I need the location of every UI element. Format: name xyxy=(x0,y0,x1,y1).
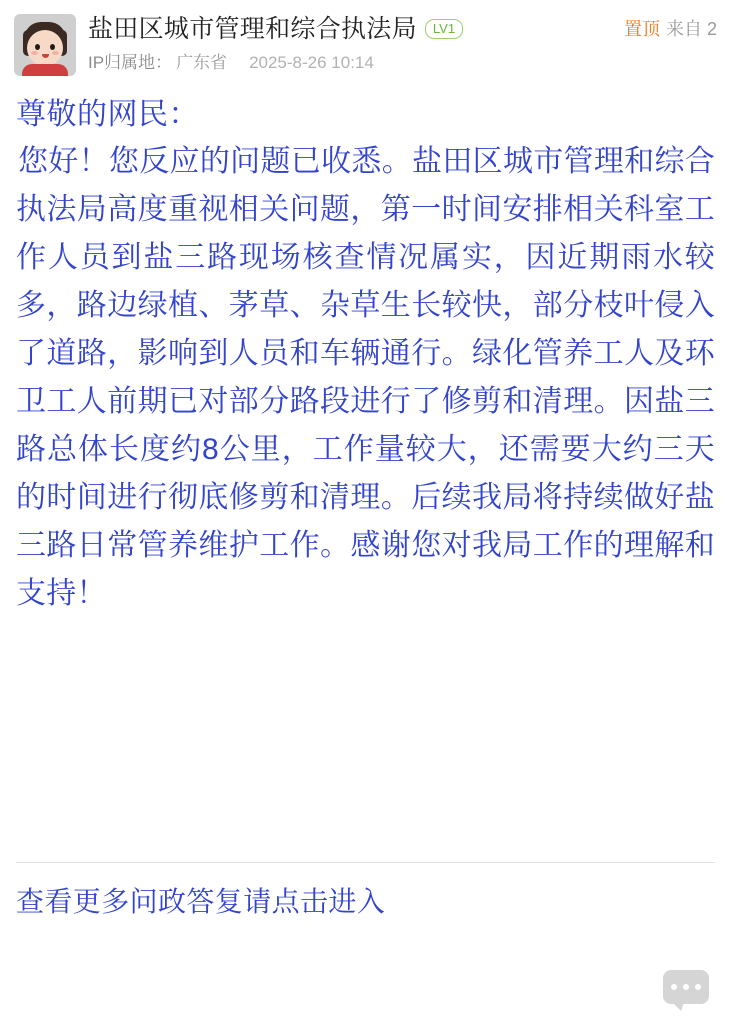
more-replies-link[interactable]: 查看更多问政答复请点击进入 xyxy=(16,886,386,917)
level-badge: LV1 xyxy=(425,19,463,39)
comment-dot-2 xyxy=(683,984,689,990)
salutation-text: 尊敬的网民： xyxy=(16,98,199,131)
author-name[interactable]: 盐田区城市管理和综合执法局 xyxy=(88,15,417,43)
ip-label: IP归属地： xyxy=(88,53,173,72)
post-content xyxy=(0,82,731,618)
avatar-face xyxy=(27,30,63,66)
avatar-eye-left xyxy=(35,44,40,50)
avatar-eye-right xyxy=(50,44,55,50)
post-header xyxy=(0,0,731,82)
section-divider xyxy=(16,862,715,863)
post-timestamp: 2025-8-26 10:14 xyxy=(249,53,374,72)
body-text: 您好！您反应的问题已收悉。盐田区城市管理和综合执法局高度重视相关问题，第一时间安排相关科室工作人员到盐三路现场核查情况属实，因近期雨水较多，路边绿植、茅草、杂草生长较快，部分枝叶侵入了道路，影响到人员和车辆通行。绿化管养工人及环卫工人前期已对部分路段进行了修剪和清理。因盐三路总体长度约8公里，工作量较大，还需要大约三天的时间进行彻底修剪和清理。后续我局将持续做好盐三路日常管养维护工作。感谢您对我局工作的理解和支持！ xyxy=(16,145,715,610)
author-row xyxy=(88,14,618,44)
header-text-block xyxy=(76,14,618,73)
avatar-cheek-right xyxy=(52,51,59,55)
pinned-badge: 置顶 xyxy=(623,19,660,39)
source-label[interactable]: 来自 2 xyxy=(665,19,717,39)
avatar-body xyxy=(22,64,68,76)
header-right-block xyxy=(618,14,717,40)
comment-bubble-icon[interactable] xyxy=(663,970,709,1004)
avatar[interactable] xyxy=(14,14,76,76)
ip-location: 广东省 xyxy=(176,53,228,72)
avatar-cheek-left xyxy=(31,51,38,55)
post-meta xyxy=(88,53,618,73)
comment-dot-3 xyxy=(695,984,701,990)
comment-dot-1 xyxy=(671,984,677,990)
